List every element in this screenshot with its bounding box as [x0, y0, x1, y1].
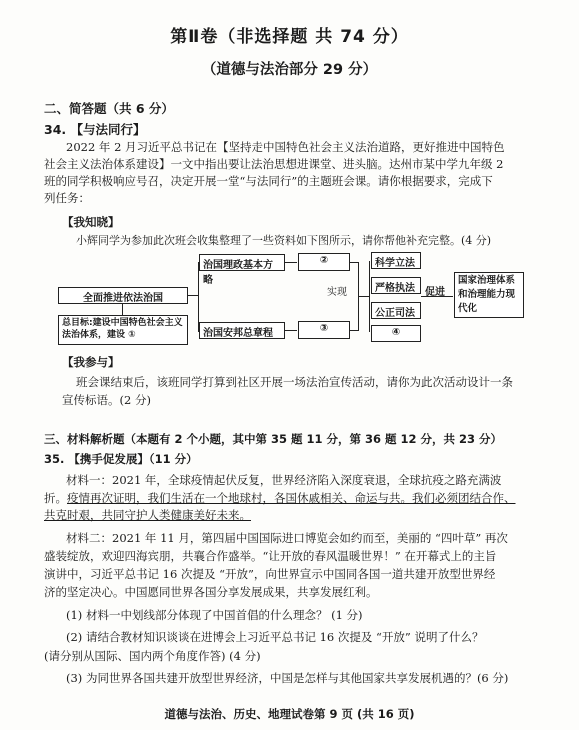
- material2-line3: 演讲中，习近平总书记 16 次提及 “开放”，向世界宣示中国同各国一道共建开放型世界经: [44, 567, 496, 581]
- know-text: 小辉同学为参加此次班会收集整理了一些资料如下图所示，请你帮他补充完整。(4 分): [76, 234, 492, 247]
- material1-text: 折。: [44, 491, 67, 505]
- page-subtitle: （道德与法治部分 29 分）: [201, 62, 378, 78]
- q35-label: 35. 【携手促发展】（11 分）: [44, 452, 198, 466]
- material1-line3: 共克时艰，共同守护人类健康美好未来。: [44, 508, 251, 522]
- connector: [122, 304, 123, 315]
- connector: [369, 261, 370, 332]
- arrow-line: [285, 330, 297, 331]
- question-2-line1: (2) 请结合教材知识谈谈在进博会上习近平总书记 16 次提及 “开放” 说明了什么？: [66, 630, 484, 644]
- question-3: (3) 为同世界各国共建开放型世界经济，中国是怎样与其他国家共享发展机遇的？(6 分): [66, 671, 509, 685]
- blank-3-box[interactable]: ③: [298, 321, 350, 339]
- blank-2-box[interactable]: ②: [298, 253, 350, 271]
- page-title: 第Ⅱ卷（非选择题 共 74 分）: [170, 27, 409, 47]
- connector: [359, 296, 369, 297]
- material1-underlined: 疫情再次证明，我们生活在一个地球村，各国休戚相关、命运与共。我们必须团结合作、: [67, 491, 516, 505]
- material2-line4: 济的坚定决心。中国愿同世界各国分享发展成果，共享发展红利。: [44, 585, 378, 599]
- q34-label: 34. 【与法同行】: [44, 122, 146, 137]
- question-1: (1) 材料一中划线部分体现了中国首倡的什么理念？ (1 分): [66, 608, 363, 622]
- q34-intro-line3: 班的同学积极响应号召，决定开展一堂“与法同行”的主题班会课。请你根据要求，完成下: [44, 174, 493, 188]
- q34-intro-line1: 2022 年 2 月习近平总书记在【坚持走中国特色社会主义法治道路，更好推进中国特色: [66, 140, 505, 154]
- strategy-box: 治国理政基本方略: [199, 254, 285, 271]
- strict-law-box: 严格执法: [371, 277, 421, 294]
- section2-heading: 二、简答题（共 6 分）: [44, 101, 174, 116]
- connector: [188, 295, 198, 296]
- realize-label: 实现: [327, 287, 347, 298]
- charter-box: 治国安邦总章程: [199, 322, 285, 339]
- section3-heading: 三、材料解析题（本题有 2 个小题，其中第 35 题 11 分，第 36 题 12 分，共 23 分）: [44, 432, 503, 446]
- question-2-line2: (请分别从国际、国内两个角度作答) (4 分): [44, 649, 261, 663]
- arrow-line: [285, 262, 297, 263]
- material1-line2: [44, 490, 516, 506]
- promote-label: 促进: [425, 287, 445, 298]
- material2-line2: 盛装绽放，欢迎四海宾朋，共襄合作盛举。“让开放的春风温暖世界！” 在开幕式上的主旨: [44, 549, 497, 563]
- page-footer: 道德与法治、历史、地理试卷第 9 页 (共 16 页): [164, 707, 415, 721]
- q34-intro-line2: 社会主义法治体系建设】一文中指出要让法治思想进课堂、进头脑。达州市某中学九年级 2: [44, 157, 504, 171]
- join-heading: 【我参与】: [62, 355, 120, 369]
- fair-justice-box: 公正司法: [371, 302, 421, 319]
- result-box: 国家治理体系和治理能力现代化: [454, 272, 524, 318]
- blank-4-box[interactable]: ④: [371, 325, 421, 342]
- main-goal-box: 全面推进依法治国: [58, 287, 188, 304]
- know-heading: 【我知晓】: [62, 215, 120, 229]
- join-line2: 宣传标语。(2 分): [62, 393, 151, 407]
- overall-goal-box: 总目标:建设中国特色社会主义法治体系，建设 ①: [58, 315, 188, 345]
- material1-line1: 材料一：2021 年，全球疫情起伏反复，世界经济陷入深度衰退，全球抗疫之路充满波: [66, 473, 502, 487]
- sci-legislation-box: 科学立法: [371, 252, 421, 269]
- join-line1: 班会课结束后，该班同学打算到社区开展一场法治宣传活动，请你为此次活动设计一条: [76, 375, 513, 389]
- q34-intro-line4: 列任务：: [44, 191, 90, 205]
- material2-line1: 材料二：2021 年 11 月，第四届中国国际进口博览会如约而至，美丽的 “四叶草” 再次: [66, 531, 508, 545]
